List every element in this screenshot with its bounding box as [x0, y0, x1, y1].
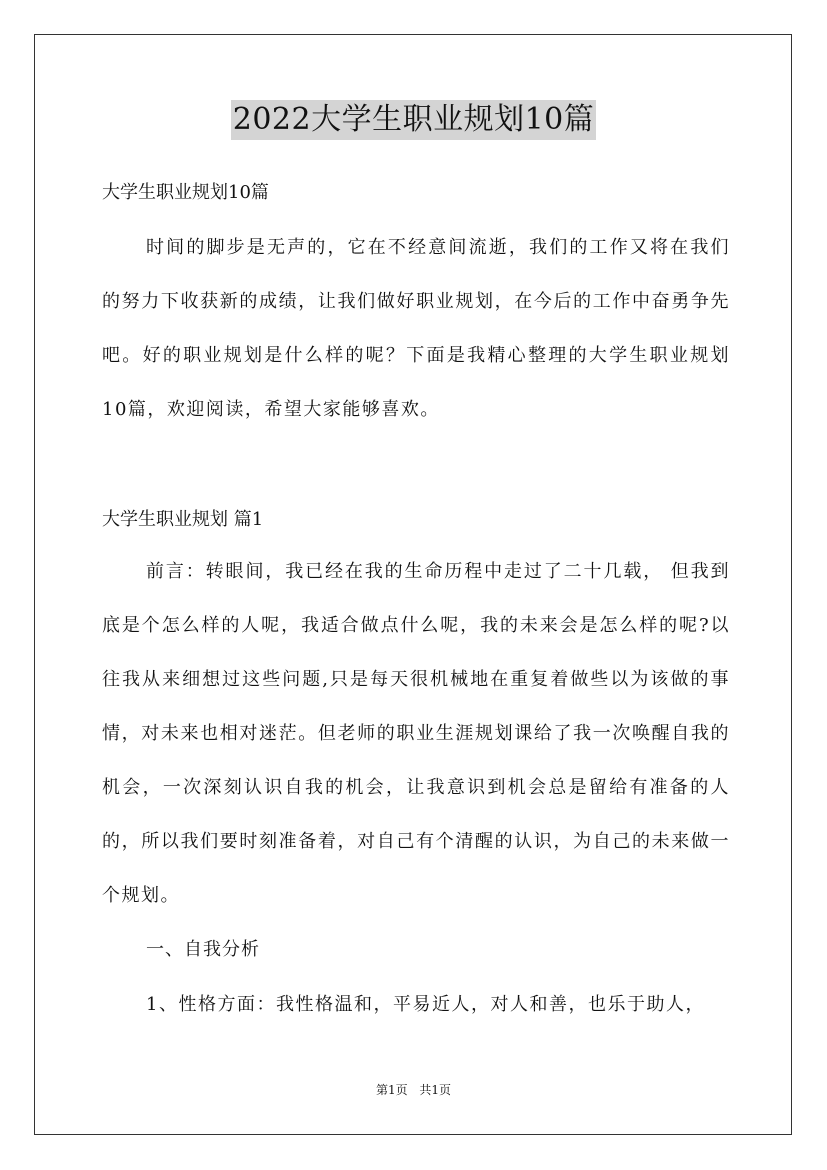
intro-paragraph: 时间的脚步是无声的，它在不经意间流逝，我们的工作又将在我们的努力下收获新的成绩，让我们做好职业规划，在今后的工作中奋勇争先吧。好的职业规划是什么样的呢？下面是我精心整理的大学生职业规划10篇，欢迎阅读，希望大家能够喜欢。: [102, 237, 730, 420]
page-total: 共1页: [419, 1083, 452, 1097]
page-number: 第1页: [375, 1083, 408, 1097]
title-container: [0, 100, 827, 140]
document-subtitle: 大学生职业规划10篇: [102, 182, 269, 203]
section-paragraph: 前言：转眼间，我已经在我的生命历程中走过了二十几载， 但我到底是个怎么样的人呢，我适合做点什么呢，我的未来会是怎么样的呢?以往我从来细想过这些问题,只是每天很机械地在重复着做些以为该做的事情，对未来也相对迷茫。但老师的职业生涯规划课给了我一次唤醒自我的机会，一次深刻认识自我的机会，让我意识到机会总是留给有准备的人的，所以我们要时刻准备着，对自己有个清醒的认识，为自己的未来做一个规划。: [102, 561, 730, 906]
section-title: 大学生职业规划 篇1: [102, 509, 264, 530]
document-title: 2022大学生职业规划10篇: [231, 100, 597, 140]
heading-self-analysis: 一、自我分析: [146, 939, 260, 960]
item-personality: 1、性格方面：我性格温和，平易近人，对人和善，也乐于助人，: [146, 994, 705, 1015]
page-footer: [0, 1082, 827, 1098]
